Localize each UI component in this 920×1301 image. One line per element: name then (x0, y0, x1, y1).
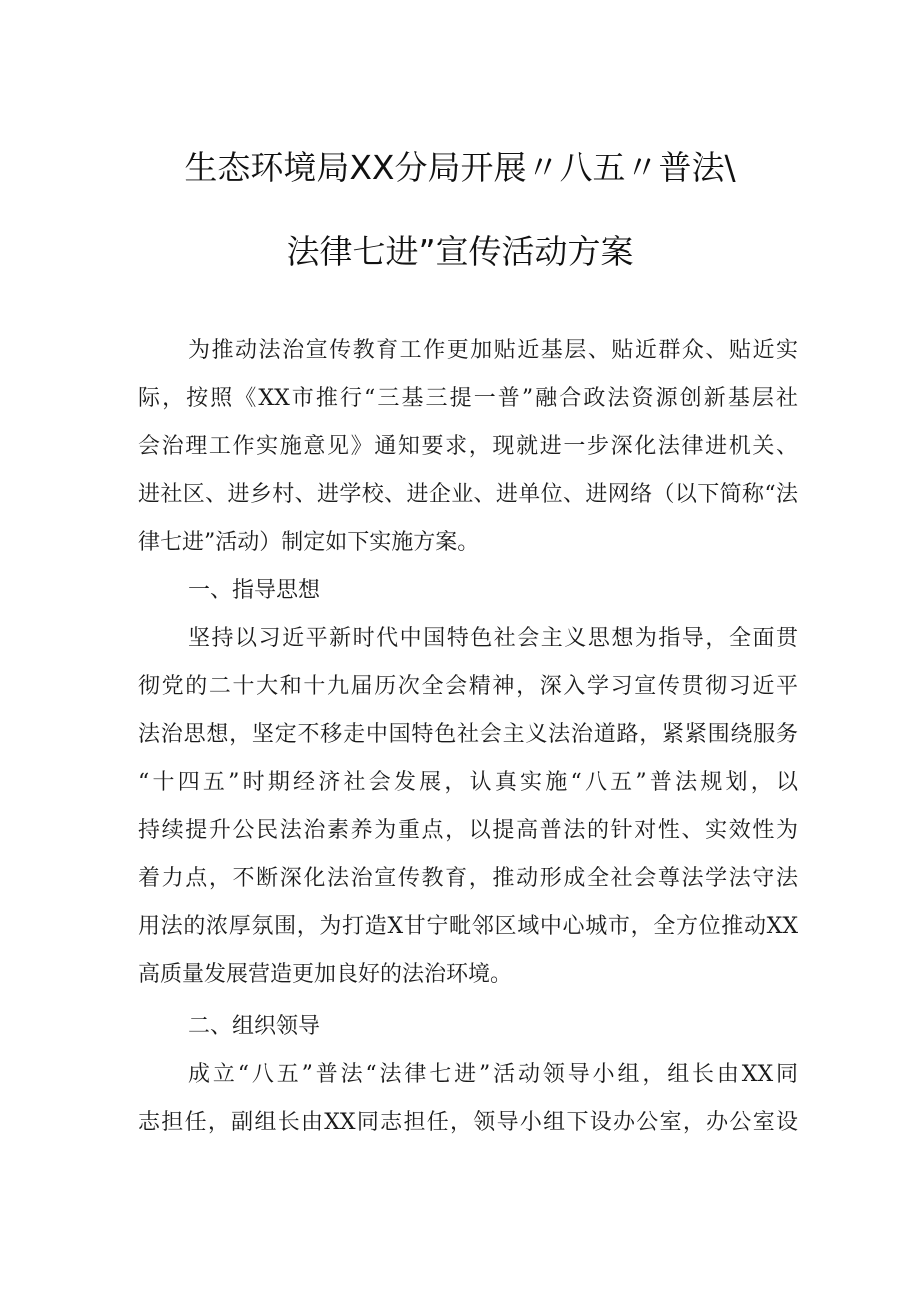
intro-line: 为推动法治宣传教育工作更加贴近基层、贴近群众、贴近实 (188, 338, 798, 363)
section-heading-guiding-ideology: 一、指导思想 (188, 578, 321, 603)
section-1-line: 持续提升公民法治素养为重点，以提高普法的针对性、实效性为 (138, 818, 798, 843)
intro-line: 会治理工作实施意见》通知要求，现就进一步深化法律进机关、 (138, 434, 798, 459)
section-2-line: 志担任，副组长由XX同志担任，领导小组下设办公室，办公室设 (138, 1110, 798, 1135)
intro-line: 律七进”活动）制定如下实施方案。 (138, 530, 480, 555)
document-title-line-2: 法律七进”宣传活动方案 (286, 232, 634, 271)
section-1-line: “十四五”时期经济社会发展，认真实施“八五”普法规划，以 (138, 770, 798, 795)
section-1-line: 法治思想，坚定不移走中国特色社会主义法治道路，紧紧围绕服务 (138, 722, 798, 747)
section-heading-organization: 二、组织领导 (188, 1014, 321, 1039)
intro-line: 际，按照《XX市推行“三基三提一普”融合政法资源创新基层社 (138, 386, 798, 411)
document-title-line-1: 生态环境局XX分局开展〃八五〃普法\ (184, 148, 736, 187)
section-1-line: 着力点，不断深化法治宣传教育，推动形成全社会尊法学法守法 (138, 866, 798, 891)
section-1-line: 高质量发展营造更加良好的法治环境。 (138, 962, 513, 987)
section-1-line: 坚持以习近平新时代中国特色社会主义思想为指导，全面贯 (188, 626, 798, 651)
section-2-line: 成立“八五”普法“法律七进”活动领导小组，组长由XX同 (188, 1062, 798, 1087)
section-1-line: 用法的浓厚氛围，为打造X甘宁毗邻区域中心城市，全方位推动XX (138, 914, 798, 939)
intro-line: 进社区、进乡村、进学校、进企业、进单位、进网络（以下简称“法 (138, 482, 798, 507)
section-1-line: 彻党的二十大和十九届历次全会精神，深入学习宣传贯彻习近平 (138, 674, 798, 699)
